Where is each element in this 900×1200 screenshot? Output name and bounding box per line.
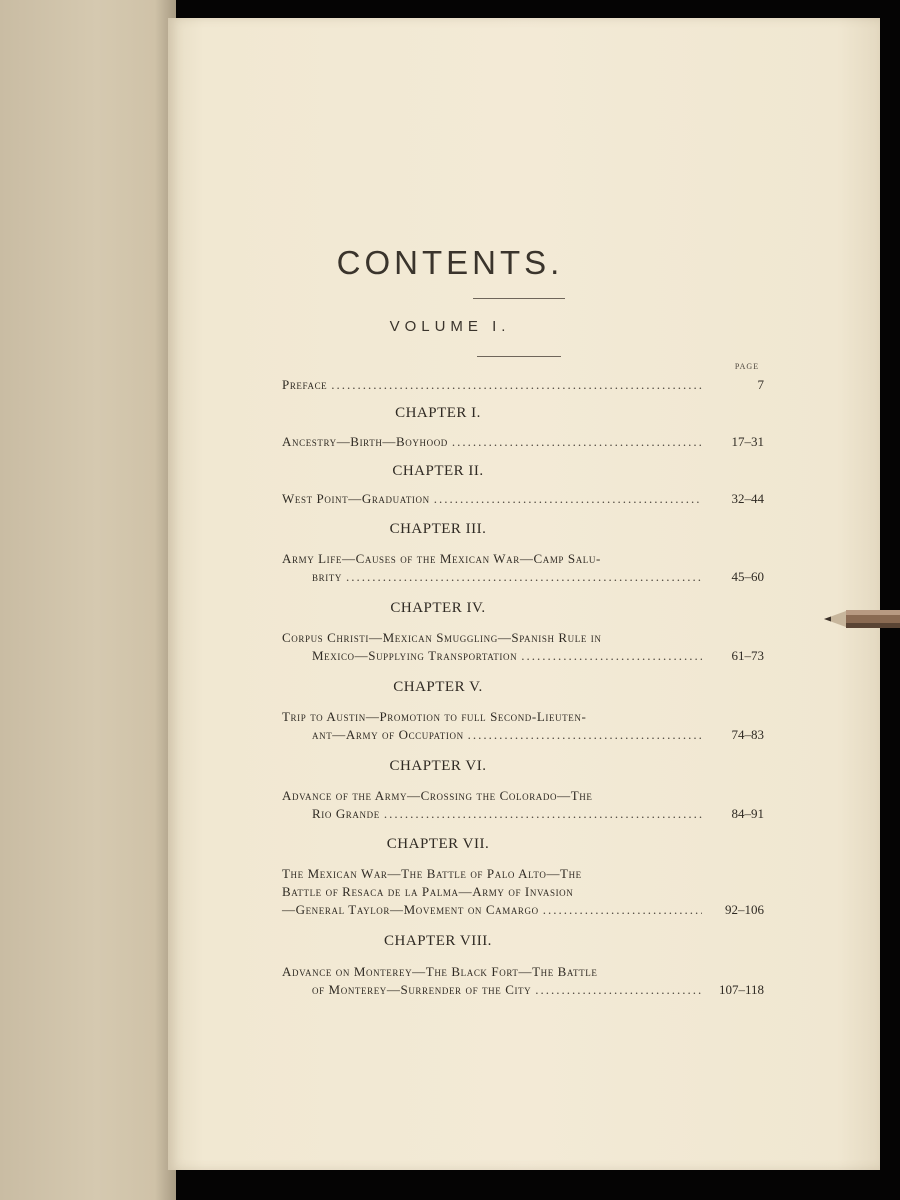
toc-line [282,787,764,805]
dot-leader [346,568,702,586]
toc-page-number: 84–91 [731,806,764,821]
contents-heading: CONTENTS. [336,244,564,281]
toc-entry-title: —General Taylor—Movement on Camargo [282,902,539,917]
toc-line [282,433,764,451]
toc-entry-title: of Monterey—Surrender of the City [312,982,532,997]
toc-entry-title: Preface [282,377,328,392]
toc-page-number: 32–44 [731,491,764,506]
dot-leader [535,981,702,999]
dot-leader [521,647,702,665]
toc-line [282,963,764,981]
toc-entry-title: Ancestry—Birth—Boyhood [282,434,448,449]
heading-rule [473,298,565,299]
toc-line [282,805,764,823]
toc-line [282,629,764,647]
toc-line [282,708,764,726]
toc-entry-title: Trip to Austin—Promotion to full Second-Lieuten- [282,709,587,724]
toc-page-number: 61–73 [731,648,764,663]
toc-line [282,981,764,999]
toc-page-number: 74–83 [731,727,764,742]
toc-line [282,865,764,883]
toc-entry-chapter-7 [282,865,764,919]
toc-entry-chapter-2 [282,490,764,508]
toc-entry-chapter-8 [282,963,764,999]
toc-entry-chapter-4 [282,629,764,665]
volume-heading: VOLUME I. [389,318,511,335]
toc-line [282,490,764,508]
chapter-heading: CHAPTER VIII. [384,933,492,949]
toc-line [282,901,764,919]
toc-entry-title: Advance on Monterey—The Black Fort—The Battle [282,964,598,979]
dot-leader [331,376,702,394]
chapter-heading: CHAPTER II. [392,463,484,479]
toc-entry-chapter-3 [282,550,764,586]
toc-entry-title: The Mexican War—The Battle of Palo Alto—The [282,866,582,881]
toc-page-number: 17–31 [731,434,764,449]
toc-page-number: 45–60 [731,569,764,584]
toc-line [282,647,764,665]
chapter-heading: CHAPTER IV. [390,600,486,616]
chapter-heading: CHAPTER III. [389,521,487,537]
toc-entry-chapter-6 [282,787,764,823]
toc-entry-chapter-1 [282,433,764,451]
toc-entry-title: Rio Grande [312,806,380,821]
dot-leader [543,901,702,919]
toc-entry-preface [282,376,764,394]
toc-page-number: 92–106 [725,902,764,917]
toc-line [282,883,764,901]
toc-entry-title: ant—Army of Occupation [312,727,464,742]
toc-line [282,376,764,394]
chapter-heading: CHAPTER I. [395,405,481,421]
pencil-pointer-icon [824,601,900,637]
toc-entry-chapter-5 [282,708,764,744]
toc-entry-title: Battle of Resaca de la Palma—Army of Invasion [282,884,574,899]
toc-entry-title: Advance of the Army—Crossing the Colorado—The [282,788,593,803]
toc-entry-title: brity [312,569,342,584]
dot-leader [384,805,702,823]
toc-page-number: 7 [757,377,764,392]
dot-leader [434,490,702,508]
toc-page-number: 107–118 [718,982,764,997]
toc-line [282,568,764,586]
toc-entry-title: Corpus Christi—Mexican Smuggling—Spanish Rule in [282,630,602,645]
dot-leader [468,726,702,744]
toc-entry-title: Army Life—Causes of the Mexican War—Camp Salu- [282,551,601,566]
toc-entry-title: Mexico—Supplying Transportation [312,648,518,663]
toc-entry-title: West Point—Graduation [282,491,430,506]
toc-line [282,550,764,568]
volume-rule [477,356,561,357]
chapter-heading: CHAPTER V. [393,679,483,695]
page-column-label: PAGE [734,362,760,371]
dot-leader [452,433,702,451]
chapter-heading: CHAPTER VII. [386,836,490,852]
chapter-heading: CHAPTER VI. [389,758,487,774]
toc-line [282,726,764,744]
